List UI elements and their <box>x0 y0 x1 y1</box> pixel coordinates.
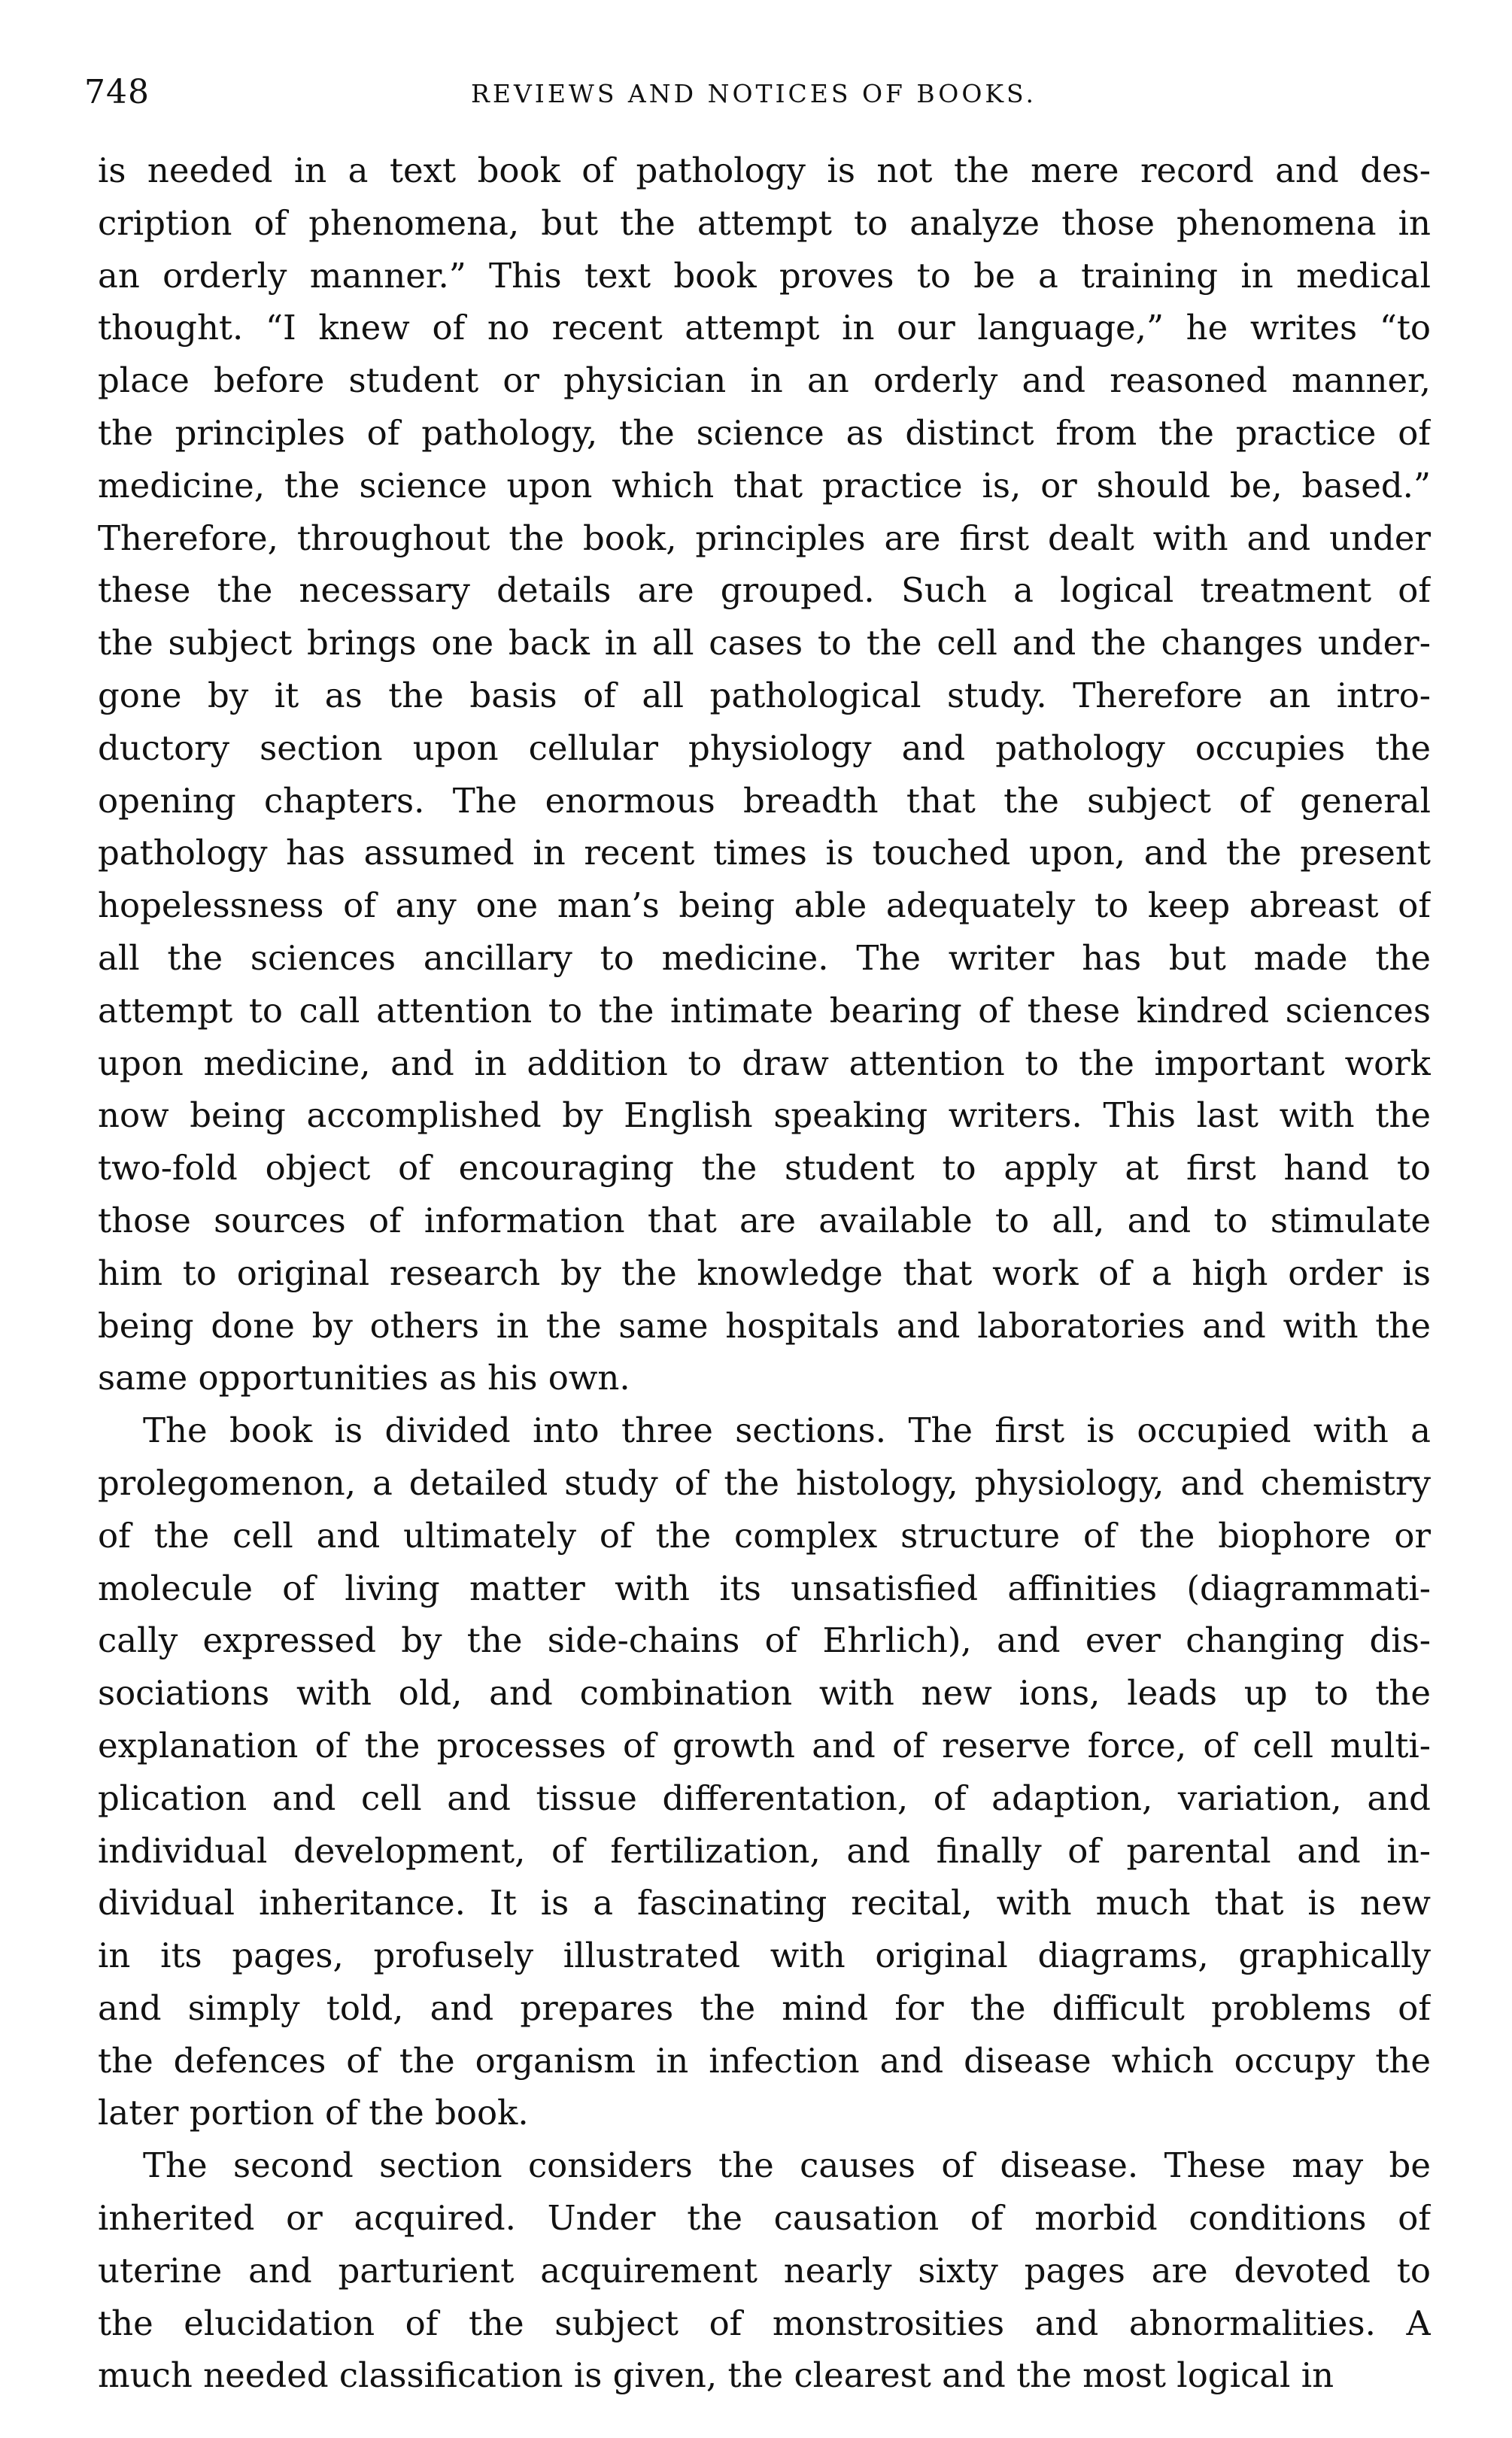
text-line: the defences of the organism in infection and disease which occupy the <box>98 2040 1431 2081</box>
text-line: thought. “I knew of no recent attempt in our language,” he writes “to <box>98 308 1431 348</box>
page-number: 748 <box>84 73 150 111</box>
text-line: medicine, the science upon which that practice is, or should be, based.” <box>98 465 1431 506</box>
text-line: The book is divided into three sections. The first is occupied with a <box>143 1410 1431 1451</box>
text-line: two-fold object of encouraging the student to apply at first hand to <box>98 1148 1431 1189</box>
paragraph <box>98 2139 1431 2402</box>
text-line: plication and cell and tissue differentation, of adaption, variation, and <box>98 1778 1431 1818</box>
text-line: individual development, of fertilization, and finally of parental and in- <box>98 1830 1431 1871</box>
text-line: the elucidation of the subject of monstrosities and abnormalities. A <box>98 2303 1431 2343</box>
text-line: now being accomplished by English speaking writers. This last with the <box>98 1095 1431 1136</box>
text-line: ductory section upon cellular physiology and pathology occupies the <box>98 727 1431 768</box>
text-line: these the necessary details are grouped. Such a logical treatment of <box>98 570 1431 611</box>
text-line: place before student or physician in an orderly and reasoned manner, <box>98 360 1431 401</box>
text-line: him to original research by the knowledge that work of a high order is <box>98 1252 1431 1293</box>
text-line: is needed in a text book of pathology is not the mere record and des- <box>98 150 1431 190</box>
text-line: attempt to call attention to the intimate bearing of these kindred sciences <box>98 990 1431 1031</box>
text-line: explanation of the processes of growth and of reserve force, of cell multi- <box>98 1725 1431 1766</box>
text-line: cription of phenomena, but the attempt to analyze those phenomena in <box>98 202 1431 243</box>
text-line: uterine and parturient acquirement nearly sixty pages are devoted to <box>98 2250 1431 2291</box>
text-line: all the sciences ancillary to medicine. The writer has but made the <box>98 937 1431 978</box>
text-line: in its pages, profusely illustrated with original diagrams, graphically <box>98 1936 1431 1976</box>
text-line: hopelessness of any one man’s being able adequately to keep abreast of <box>98 885 1431 926</box>
text-line: being done by others in the same hospitals and laboratories and with the <box>98 1305 1431 1346</box>
text-line: later portion of the book. <box>98 2093 529 2133</box>
text-line: and simply told, and prepares the mind for the difficult problems of <box>98 1987 1431 2028</box>
paragraph <box>98 1404 1431 2139</box>
text-line: those sources of information that are available to all, and to stimulate <box>98 1200 1431 1240</box>
running-head: REVIEWS AND NOTICES OF BOOKS. <box>471 79 1037 108</box>
text-line: sociations with old, and combination with new ions, leads up to the <box>98 1673 1431 1714</box>
text-line: upon medicine, and in addition to draw attention to the important work <box>98 1043 1431 1083</box>
text-line: of the cell and ultimately of the complex structure of the biophore or <box>98 1515 1431 1556</box>
text-line: Therefore, throughout the book, principles are first dealt with and under <box>98 518 1431 558</box>
text-line: the subject brings one back in all cases to the cell and the changes under- <box>98 623 1431 663</box>
text-line: same opportunities as his own. <box>98 1358 630 1398</box>
body-text <box>98 144 1431 2402</box>
text-line: inherited or acquired. Under the causation of morbid conditions of <box>98 2198 1431 2239</box>
text-line: cally expressed by the side-chains of Ehrlich), and ever changing dis- <box>98 1620 1431 1661</box>
text-line: prolegomenon, a detailed study of the histology, physiology, and chemistry <box>98 1462 1431 1503</box>
text-line: pathology has assumed in recent times is touched upon, and the present <box>98 833 1431 873</box>
page-header <box>84 74 1423 111</box>
text-line: molecule of living matter with its unsatisfied affinities (diagrammati- <box>98 1568 1431 1608</box>
text-line: much needed classification is given, the clearest and the most logical in <box>98 2355 1334 2396</box>
text-line: opening chapters. The enormous breadth that the subject of general <box>98 780 1431 821</box>
paragraph <box>98 144 1431 1404</box>
text-line: gone by it as the basis of all pathological study. Therefore an intro- <box>98 675 1431 715</box>
text-line: dividual inheritance. It is a fascinating recital, with much that is new <box>98 1883 1431 1923</box>
text-line: an orderly manner.” This text book proves to be a training in medical <box>98 255 1431 296</box>
text-line: the principles of pathology, the science as distinct from the practice of <box>98 412 1431 453</box>
text-line: The second section considers the causes of disease. These may be <box>143 2145 1431 2186</box>
